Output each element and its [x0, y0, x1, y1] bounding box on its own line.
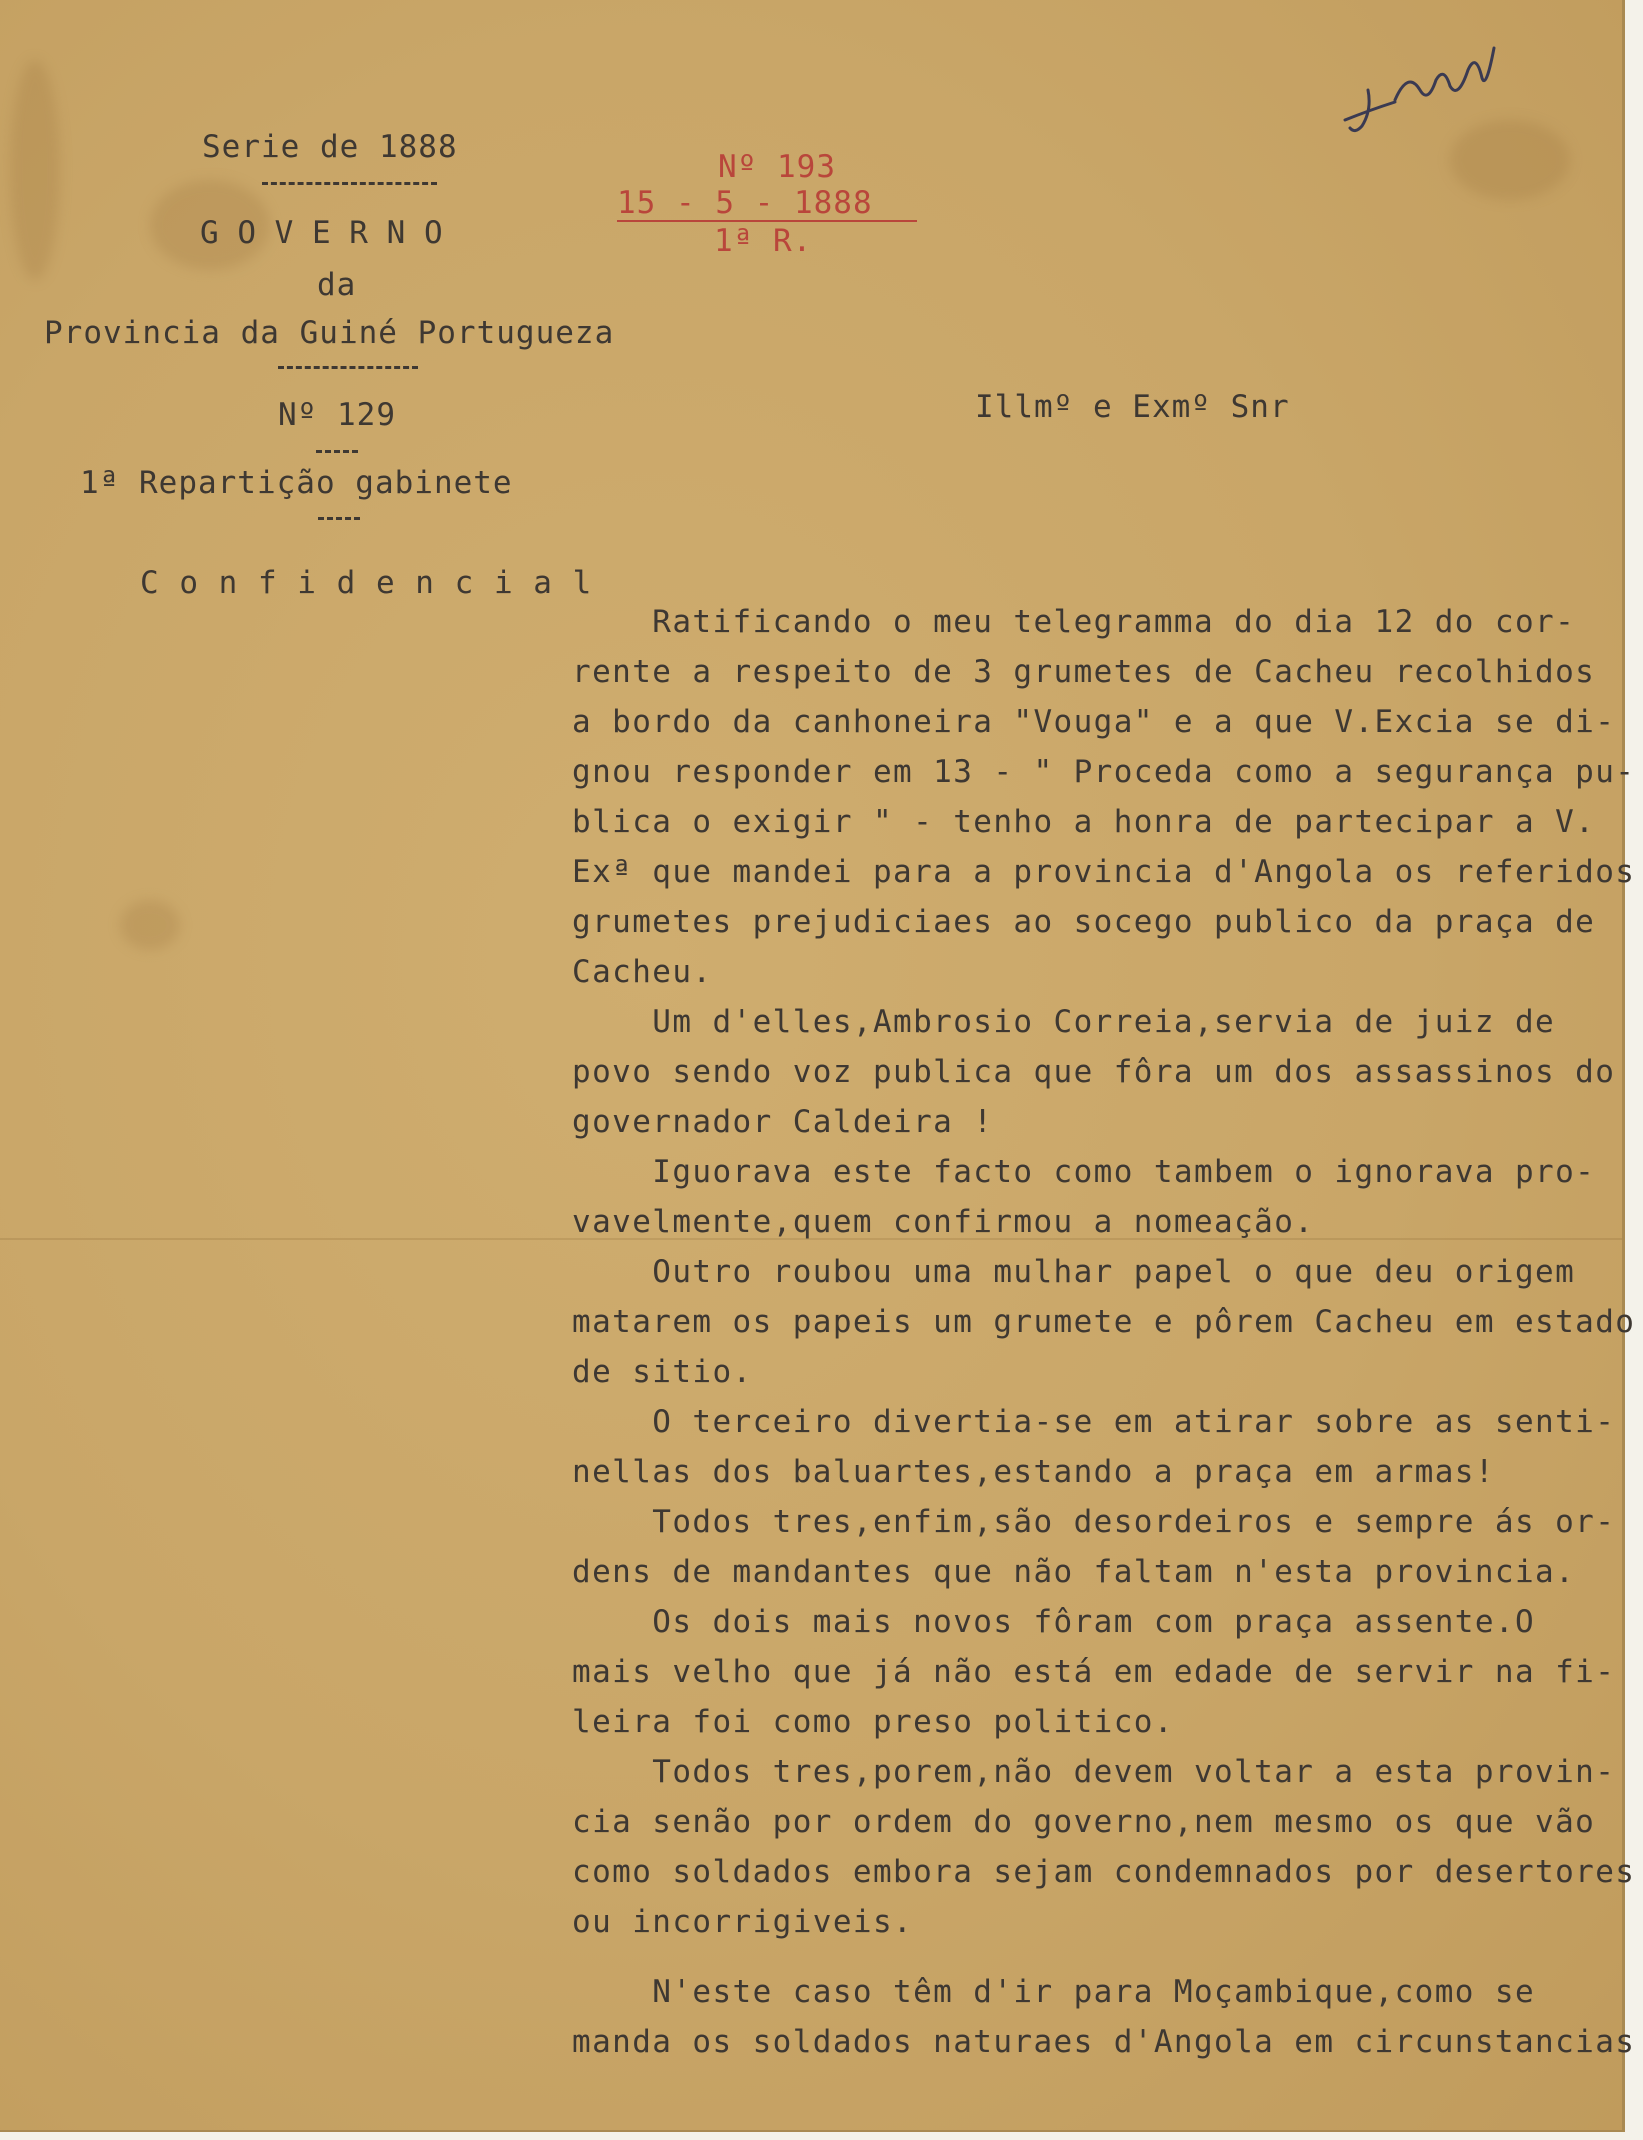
stamp-reparticao: 1ª R.	[714, 223, 813, 259]
salutation: Illmº e Exmº Snr	[975, 389, 1290, 425]
provincia-label: Provincia da Guiné Portugueza	[44, 315, 615, 351]
stamp-data: 15 - 5 - 1888	[617, 185, 873, 221]
body-line: Todos tres,enfim,são desordeiros e sempre ás or-	[572, 1504, 1616, 1540]
body-line: Os dois mais novos fôram com praça assente.O	[572, 1604, 1536, 1640]
body-line: manda os soldados naturaes d'Angola em circunstancias	[572, 2024, 1636, 2060]
body-line: Todos tres,porem,não devem voltar a esta provin-	[572, 1754, 1616, 1790]
body-line: mais velho que já não está em edade de servir na fi-	[572, 1654, 1616, 1690]
body-line: nellas dos baluartes,estando a praça em armas!	[572, 1454, 1495, 1490]
divider	[262, 182, 437, 185]
body-line: povo sendo voz publica que fôra um dos assassinos do	[572, 1054, 1616, 1090]
body-line: Outro roubou uma mulhar papel o que deu origem	[572, 1254, 1576, 1290]
body-line: como soldados embora sejam condemnados por desertores	[572, 1854, 1636, 1890]
numero-label: Nº 129	[278, 397, 396, 433]
body-line: Ratificando o meu telegramma do dia 12 do cor-	[572, 604, 1576, 640]
body-line: dens de mandantes que não faltam n'esta provincia.	[572, 1554, 1576, 1590]
serie-label: Serie de 1888	[202, 129, 458, 165]
paper-stain	[10, 60, 60, 280]
body-line: leira foi como preso politico.	[572, 1704, 1174, 1740]
body-line: Um d'elles,Ambrosio Correia,servia de juiz de	[572, 1004, 1556, 1040]
body-line: vavelmente,quem confirmou a nomeação.	[572, 1204, 1315, 1240]
body-line: a bordo da canhoneira "Vouga" e a que V.Excia se di-	[572, 704, 1616, 740]
divider	[316, 450, 358, 453]
stamp-underline	[617, 220, 917, 222]
body-line: Exª que mandei para a provincia d'Angola os referidos	[572, 854, 1636, 890]
body-line: Cacheu.	[572, 954, 713, 990]
body-line: grumetes prejudiciaes ao socego publico da praça de	[572, 904, 1596, 940]
body-line: ou incorrigiveis.	[572, 1904, 914, 1940]
reparticao-label: 1ª Repartição gabinete	[80, 465, 513, 501]
divider	[318, 517, 360, 520]
confidencial-label: C o n f i d e n c i a l	[140, 565, 593, 601]
handwritten-signature	[1340, 30, 1500, 140]
body-line: cia senão por ordem do governo,nem mesmo os que vão	[572, 1804, 1596, 1840]
body-line: O terceiro divertia-se em atirar sobre as senti-	[572, 1404, 1616, 1440]
body-line: gnou responder em 13 - " Proceda como a segurança pu-	[572, 754, 1636, 790]
body-line: matarem os papeis um grumete e pôrem Cacheu em estado	[572, 1304, 1636, 1340]
stamp-numero: Nº 193	[718, 149, 836, 185]
body-line: rente a respeito de 3 grumetes de Cacheu recolhidos	[572, 654, 1596, 690]
da-label: da	[317, 267, 357, 303]
divider	[278, 366, 418, 369]
body-line: blica o exigir " - tenho a honra de partecipar a V.	[572, 804, 1596, 840]
body-line: governador Caldeira !	[572, 1104, 994, 1140]
body-line: N'este caso têm d'ir para Moçambique,como se	[572, 1974, 1536, 2010]
body-line: de sitio.	[572, 1354, 753, 1390]
governo-label: G O V E R N O	[200, 215, 443, 251]
body-line: Iguorava este facto como tambem o ignorava pro-	[572, 1154, 1596, 1190]
paper-stain	[120, 900, 180, 950]
